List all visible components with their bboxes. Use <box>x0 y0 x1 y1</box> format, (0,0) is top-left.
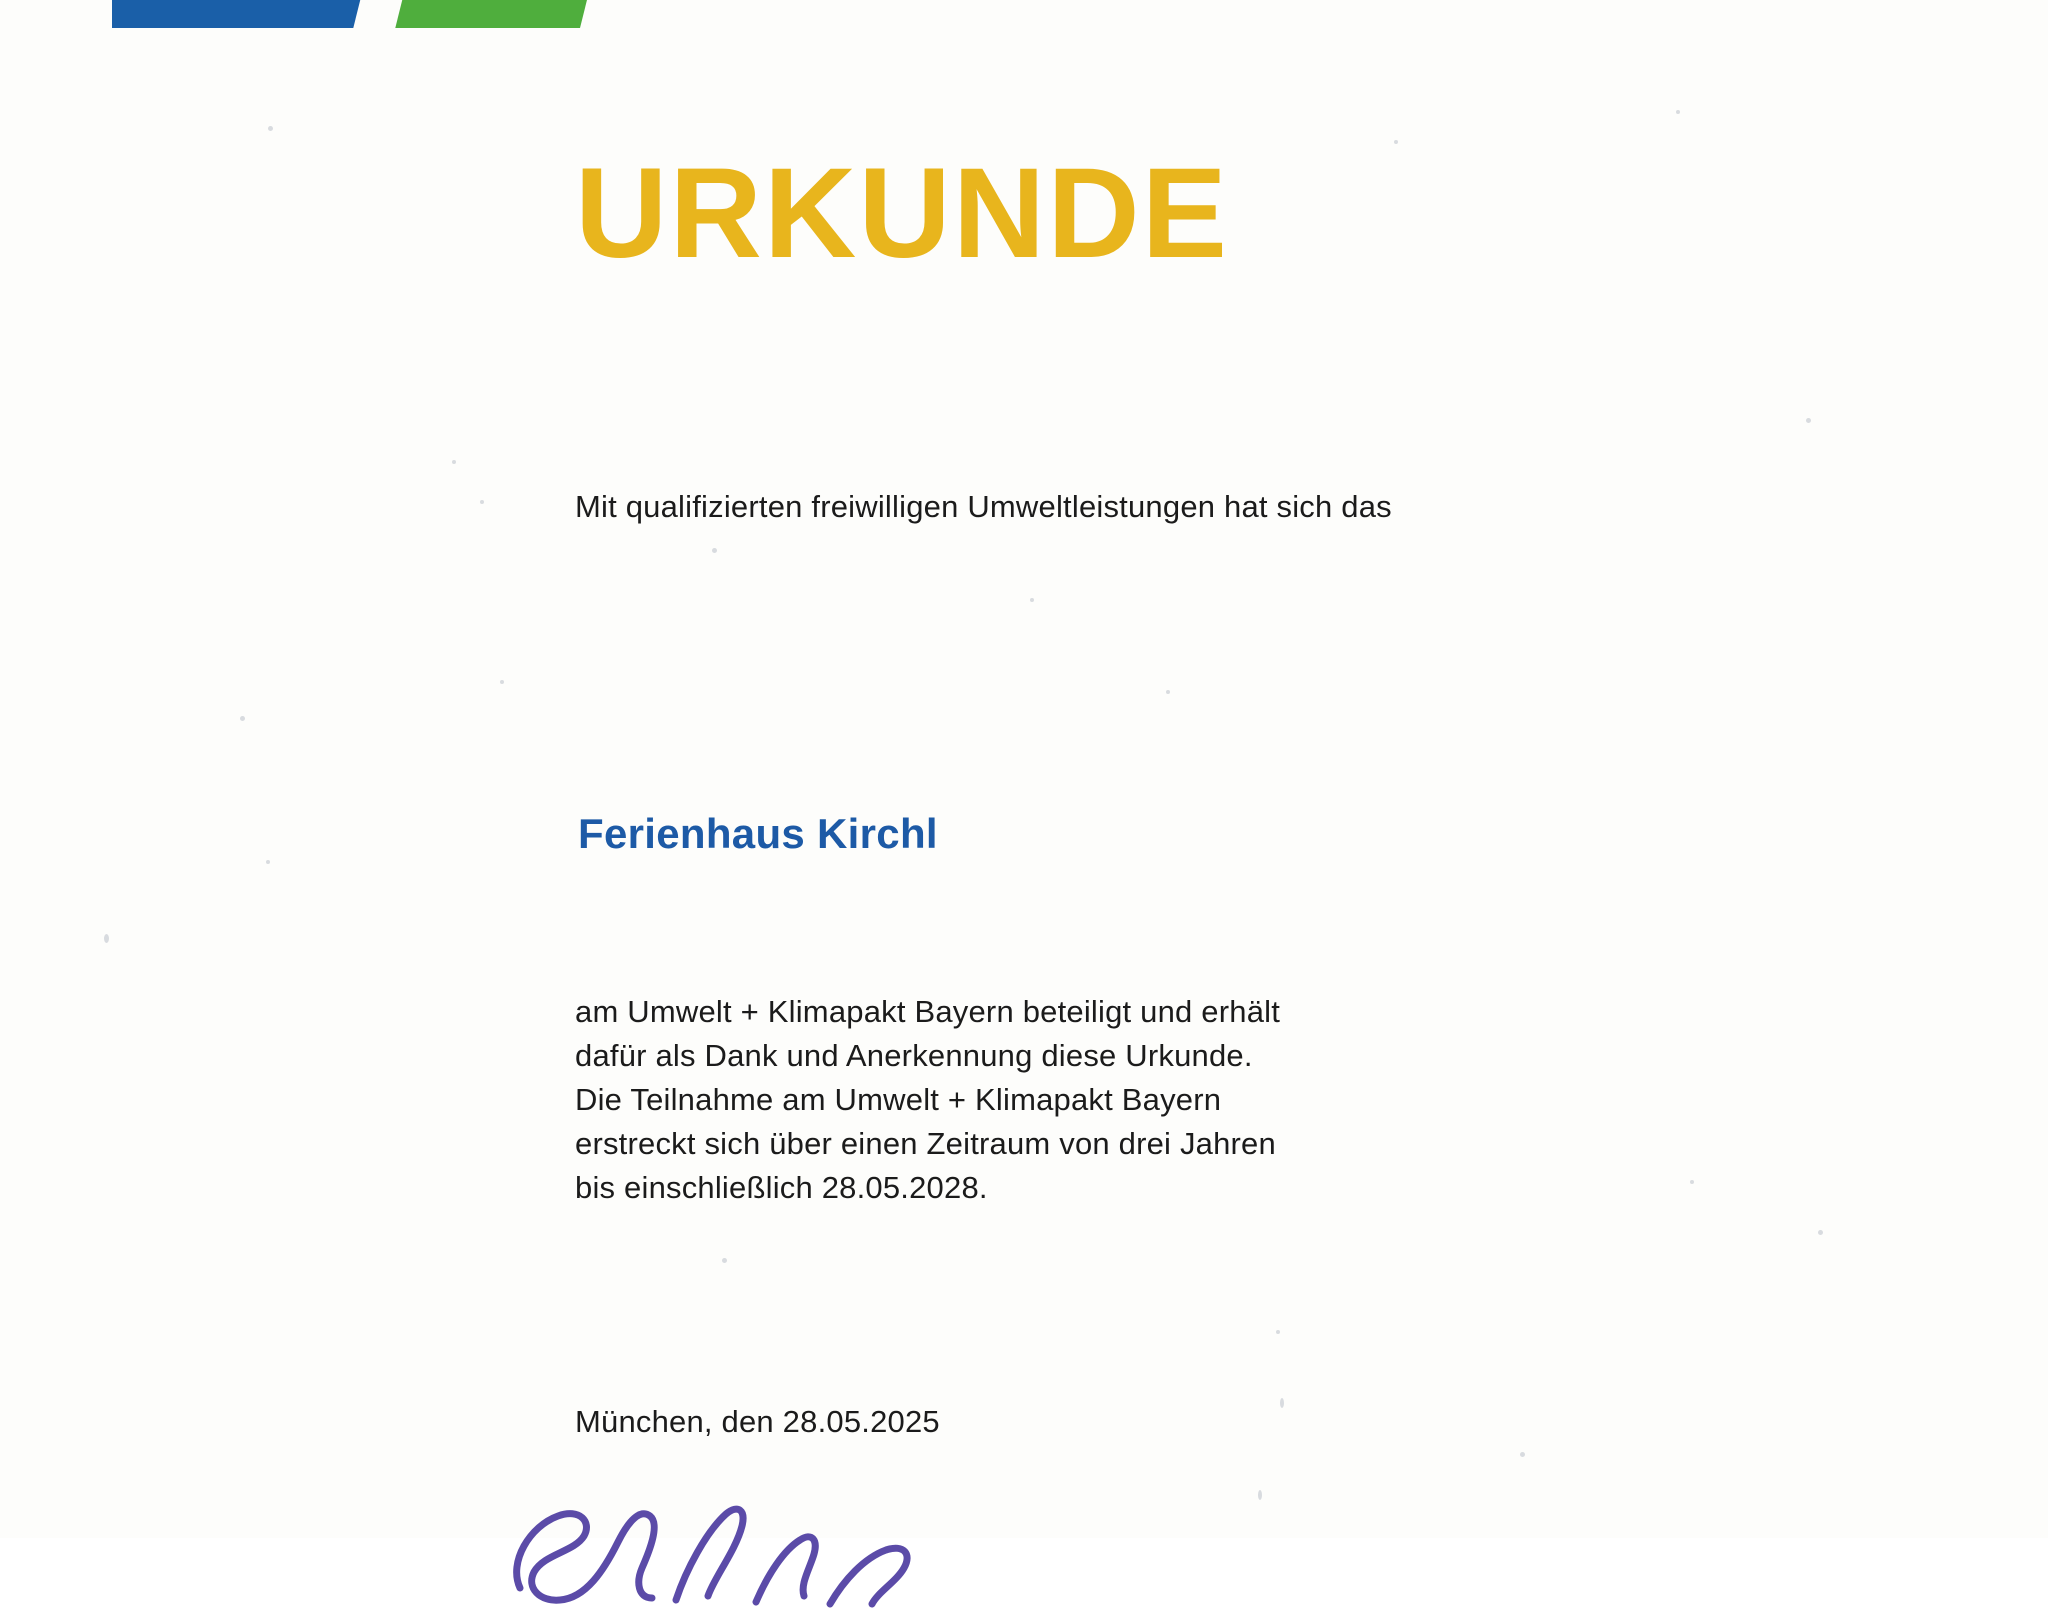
scan-speck <box>1030 598 1034 602</box>
body-line: dafür als Dank und Anerkennung diese Urkunde. <box>575 1038 1253 1074</box>
scan-speck <box>240 716 245 721</box>
signature-icon <box>500 1492 960 1612</box>
scan-speck <box>268 126 273 131</box>
body-line: erstreckt sich über einen Zeitraum von drei Jahren <box>575 1126 1276 1162</box>
scan-speck <box>1394 140 1398 144</box>
scan-speck <box>1690 1180 1694 1184</box>
scan-speck <box>722 1258 727 1263</box>
scan-speck <box>1676 110 1680 114</box>
body-line: am Umwelt + Klimapakt Bayern beteiligt und erhält <box>575 994 1281 1029</box>
place-and-date: München, den 28.05.2025 <box>575 1404 940 1439</box>
scan-speck <box>1166 690 1170 694</box>
recipient-name: Ferienhaus Kirchl <box>578 810 938 857</box>
scan-speck <box>1280 1398 1284 1408</box>
scan-speck <box>1806 418 1811 423</box>
certificate-title: URKUNDE <box>575 142 1229 285</box>
logo-green-block <box>380 0 598 28</box>
scan-speck <box>452 460 456 464</box>
scan-speck <box>104 934 109 943</box>
intro-text: Mit qualifizierten freiwilligen Umweltleistungen hat sich das <box>575 489 1392 524</box>
scan-speck <box>500 680 504 684</box>
scan-speck <box>1276 1330 1280 1334</box>
scan-speck <box>480 500 484 504</box>
body-line: bis einschließlich 28.05.2028. <box>575 1170 988 1206</box>
body-text <box>575 990 1475 1210</box>
body-line: Die Teilnahme am Umwelt + Klimapakt Bayern <box>575 1082 1222 1118</box>
scan-speck <box>1520 1452 1525 1457</box>
umwelt-klimapakt-bayern-logo <box>112 0 572 28</box>
scan-speck <box>1818 1230 1823 1235</box>
scan-speck <box>266 860 270 864</box>
scan-speck <box>712 548 717 553</box>
scan-speck <box>1258 1490 1262 1500</box>
